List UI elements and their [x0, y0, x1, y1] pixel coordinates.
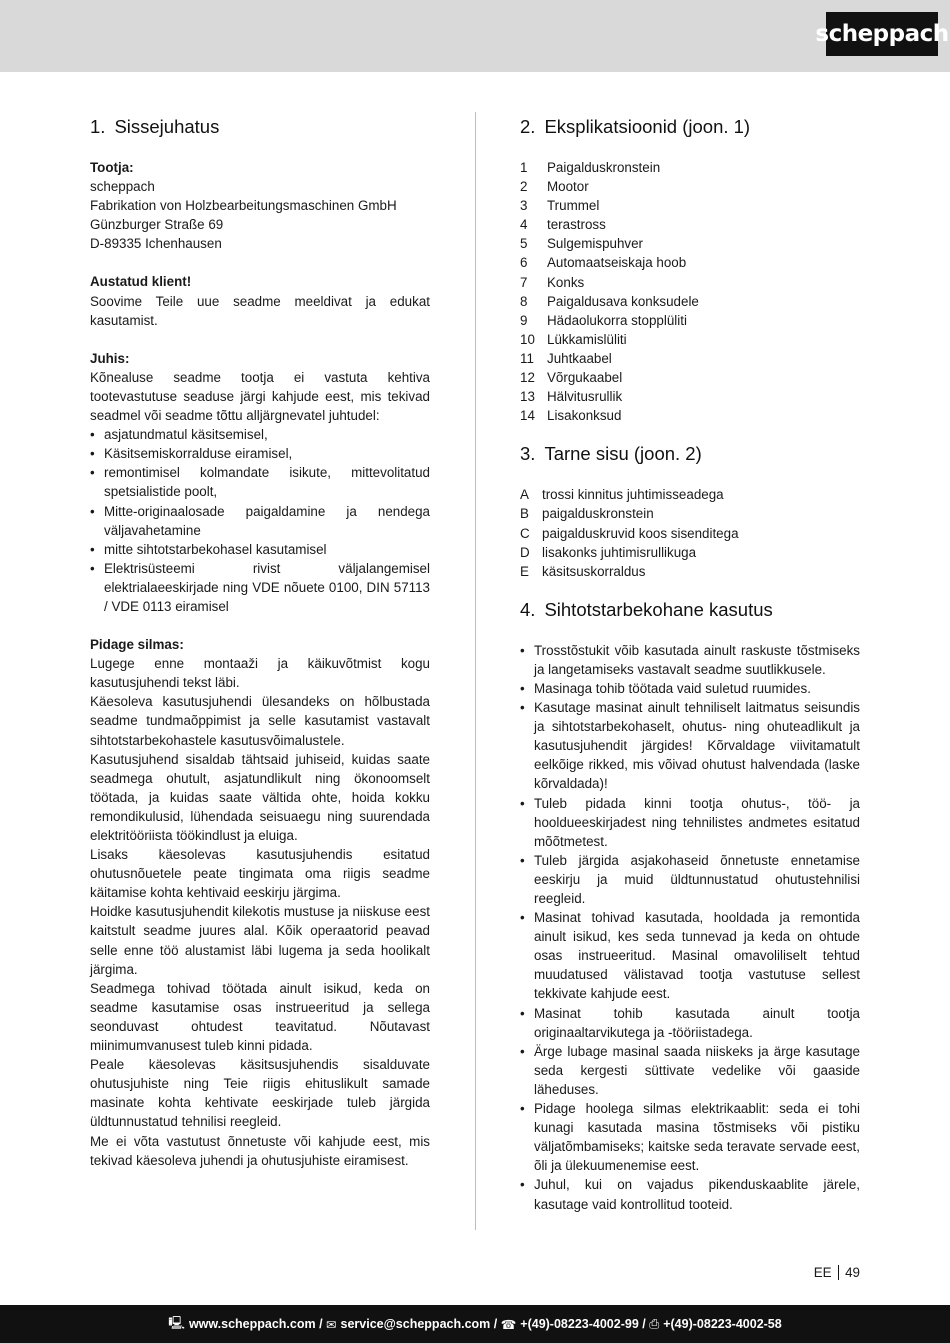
list-item: • remontimisel kolmandate isikute, mittevolitatud spetsialistide poolt,: [90, 463, 430, 501]
phone-icon: ☎: [500, 1317, 517, 1332]
note-text: Kõnealuse seadme tootja ei vastuta kehtiva tootevastutuse seaduse järgi kahjude eest, mis tekivad seadmel või seadme tõttu alljärgnevatel juhtudel:: [90, 369, 430, 424]
note-label: Juhis:: [90, 350, 130, 366]
list-item: 13 Hälvitusrullik: [520, 389, 623, 405]
website-link[interactable]: www.scheppach.com: [188, 1317, 316, 1331]
list-item: • Käsitsemiskorralduse eiramisel,: [90, 444, 430, 463]
page-number-value: 49: [845, 1265, 860, 1280]
list-item: 9 Hädaolukorra stopplüliti: [520, 312, 687, 328]
list-item: • Masinat tohib kasutada ainult tootja originaaltarvikutega ja -tööriistadega.: [520, 1004, 860, 1042]
email-icon: ✉: [326, 1317, 337, 1332]
list-item: 5 Sulgemispuhver: [520, 236, 644, 252]
list-item: • Masinat tohivad kasutada, hooldada ja remontida ainult isikud, kes seda tunnevad ja keda on ohtude osas instrueeritud. Masinal omavoliliselt tehtud muudatused välistavad tootja vastutuse sellest tekkivate kahjude eest.: [520, 908, 860, 1003]
list-item: • Masinaga tohib töötada vaid suletud ruumides.: [520, 679, 860, 698]
fax-icon: ⎙: [649, 1316, 660, 1331]
page-number: [814, 1265, 860, 1280]
delivery-list: [520, 485, 860, 580]
list-item: 11 Juhtkaabel: [520, 350, 612, 366]
right-column: [520, 116, 860, 1214]
list-item: 7 Konks: [520, 274, 585, 290]
scheppach-logo: scheppach: [826, 12, 938, 56]
section-4-heading: 4. Sihtotstarbekohane kasutus: [520, 598, 773, 620]
language-code: EE: [813, 1265, 832, 1280]
list-item: • Tuleb pidada kinni tootja ohutus-, töö- ja hooldueeskirjadest ning tehnilistes andmetes esitatud mõõtmetest.: [520, 794, 860, 851]
header-bar: [0, 0, 950, 72]
email-link[interactable]: service@scheppach.com: [340, 1317, 491, 1331]
attention-paragraph: Käesoleva kasutusjuhendi ülesandeks on hõlbustada seadme tundmaõppimist ja selle kasutamist vastavalt sihtotstarbekohastele kasutusvõimalustele.: [90, 694, 430, 748]
list-item: 4 terastross: [520, 217, 606, 233]
left-column: [90, 116, 430, 1170]
maker-address: [90, 177, 430, 253]
list-item: D lisakonks juhtimisrullikuga: [520, 544, 697, 560]
attention-paragraph: Lugege enne montaaži ja käikuvõtmist kogu kasutusjuhendi tekst läbi.: [90, 656, 430, 691]
list-item: • Kasutage masinat ainult tehniliselt laitmatus seisundis ja sihtotstarbekohaselt, ohutus- ning ohuteadlikult ja kasutusjuhendit järgides! Kõrvaldage viivitamatult eelkõige rikked, mis võivad ohutust halvendada (laske kõrvaldada)!: [520, 698, 860, 793]
maker-line: scheppach: [90, 179, 155, 195]
list-item: • mitte sihtotstarbekohasel kasutamisel: [90, 540, 430, 559]
list-item: • Tuleb järgida asjakohaseid õnnetuste ennetamise eeskirju ja muid üldtunnustatud ohutustehnilisi reegleid.: [520, 851, 860, 908]
list-item: • Pidage hoolega silmas elektrikaablit: seda ei tohi kunagi kasutada masina tõstmiseks või pistiku väljatõmbamiseks; kaitske seda teravate servade eest, õli ja ülekuumenemise eest.: [520, 1099, 860, 1175]
list-item: 2 Mootor: [520, 179, 589, 195]
column-divider: [475, 112, 476, 1230]
attention-paragraph: Me ei võta vastutust õnnetuste või kahjude eest, mis tekivad käesoleva juhendi ja ohutusjuhiste eiramisest.: [90, 1133, 430, 1168]
list-item: • Juhul, kui on vajadus pikenduskaablite järele, kasutage vaid kontrollitud tooteid.: [520, 1175, 860, 1213]
section-2-heading: 2. Eksplikatsioonid (joon. 1): [520, 116, 751, 137]
computer-icon: 🖳: [168, 1315, 185, 1330]
list-item: • asjatundmatul käsitsemisel,: [90, 425, 430, 444]
maker-label: Tootja:: [90, 160, 134, 175]
attention-paragraph: Peale käesolevas käsitsusjuhendis sisalduvate ohutusjuhiste ning Teie riigis ehituslikult samade masinate kohta kehtivate eeskirjade tuleb järgida üldtunnustatud tehnilisi reegleid.: [90, 1057, 430, 1130]
list-item: 10 Lükkamislüliti: [520, 331, 627, 347]
list-item: • Mitte-originaalosade paigaldamine ja nendega väljavahetamine: [90, 502, 430, 540]
section-1-heading: 1. Sissejuhatus: [90, 116, 220, 137]
attention-paragraph: Hoidke kasutusjuhendit kilekotis mustuse ja niiskuse eest kaitstult seadme juures alal. Kõik operaatorid peavad selle enne töö alustamist läbi lugema ja seda hoolikalt järgima.: [90, 904, 430, 977]
list-item: C paigalduskruvid koos sisenditega: [520, 525, 739, 541]
fax-number: +(49)-08223-4002-58: [663, 1317, 782, 1331]
list-item: E käsitsuskorraldus: [520, 563, 646, 579]
list-item: 3 Trummel: [520, 198, 600, 214]
section-3-heading: 3. Tarne sisu (joon. 2): [520, 443, 702, 465]
maker-line: D-89335 Ichenhausen: [90, 236, 222, 252]
parts-list: [520, 158, 860, 425]
phone-number: +(49)-08223-4002-99: [520, 1317, 639, 1331]
attention-label: Pidage silmas:: [90, 637, 184, 653]
list-item: • Elektrisüsteemi rivist väljalangemisel elektrialaeeskirjade ning VDE nõuete 0100, DIN 57113 / VDE 0113 eiramisel: [90, 559, 430, 616]
list-item: • Trosstõstukit võib kasutada ainult raskuste tõstmiseks ja langetamiseks vastavalt seadme suutlikkusele.: [520, 641, 860, 679]
list-item: A trossi kinnitus juhtimisseadega: [520, 487, 724, 503]
list-item: 12 Võrgukaabel: [520, 370, 623, 386]
list-item: 1 Paigalduskronstein: [520, 160, 661, 175]
list-item: 8 Paigaldusava konksudele: [520, 293, 699, 309]
attention-paragraph: Lisaks käesolevas kasutusjuhendis esitatud ohutusnõuetele peate tingimata oma riigis seadme käitamise kohta kehtivaid eeskirju järgima.: [90, 847, 430, 901]
attention-paragraph: Seadmega tohivad töötada ainult isikud, keda on seadme kasutamise osas instrueeritud ja sellega seonduvast ohtudest teavitatud. Nõutavast miinimumvanusest tuleb kinni pidada.: [90, 980, 430, 1054]
list-item: B paigalduskronstein: [520, 506, 654, 522]
list-item: 14 Lisakonksud: [520, 408, 622, 424]
maker-line: Fabrikation von Holzbearbeitungsmaschinen GmbH: [90, 198, 397, 214]
maker-line: Günzburger Straße 69: [90, 217, 224, 233]
note-list: [90, 425, 430, 616]
customer-label: Austatud klient!: [90, 274, 192, 290]
list-item: 6 Automaatseiskaja hoob: [520, 255, 687, 271]
customer-text: Soovime Teile uue seadme meeldivat ja edukat kasutamist.: [90, 293, 430, 328]
list-item: • Ärge lubage masinal saada niiskeks ja ärge kasutage seda kergesti süttivate vedelike või gaaside läheduses.: [520, 1042, 860, 1099]
footer-bar: 🖳 www.scheppach.com / ✉ service@scheppach.com / ☎ +(49)-08223-4002-99 / ⎙ +(49)-08223-4002-58: [0, 1305, 950, 1343]
attention-paragraph: Kasutusjuhend sisaldab tähtsaid juhiseid, kuidas saate seadmega ohutult, asjatundlikult ning ökonoomselt töötada, ja kuidas saate vältida ohte, hoida kokku remondikulusid, lühendada seisuaegu ning suurendada elektritööriista töökindlust ja eluiga.: [90, 751, 430, 843]
usage-list: [520, 641, 860, 1214]
